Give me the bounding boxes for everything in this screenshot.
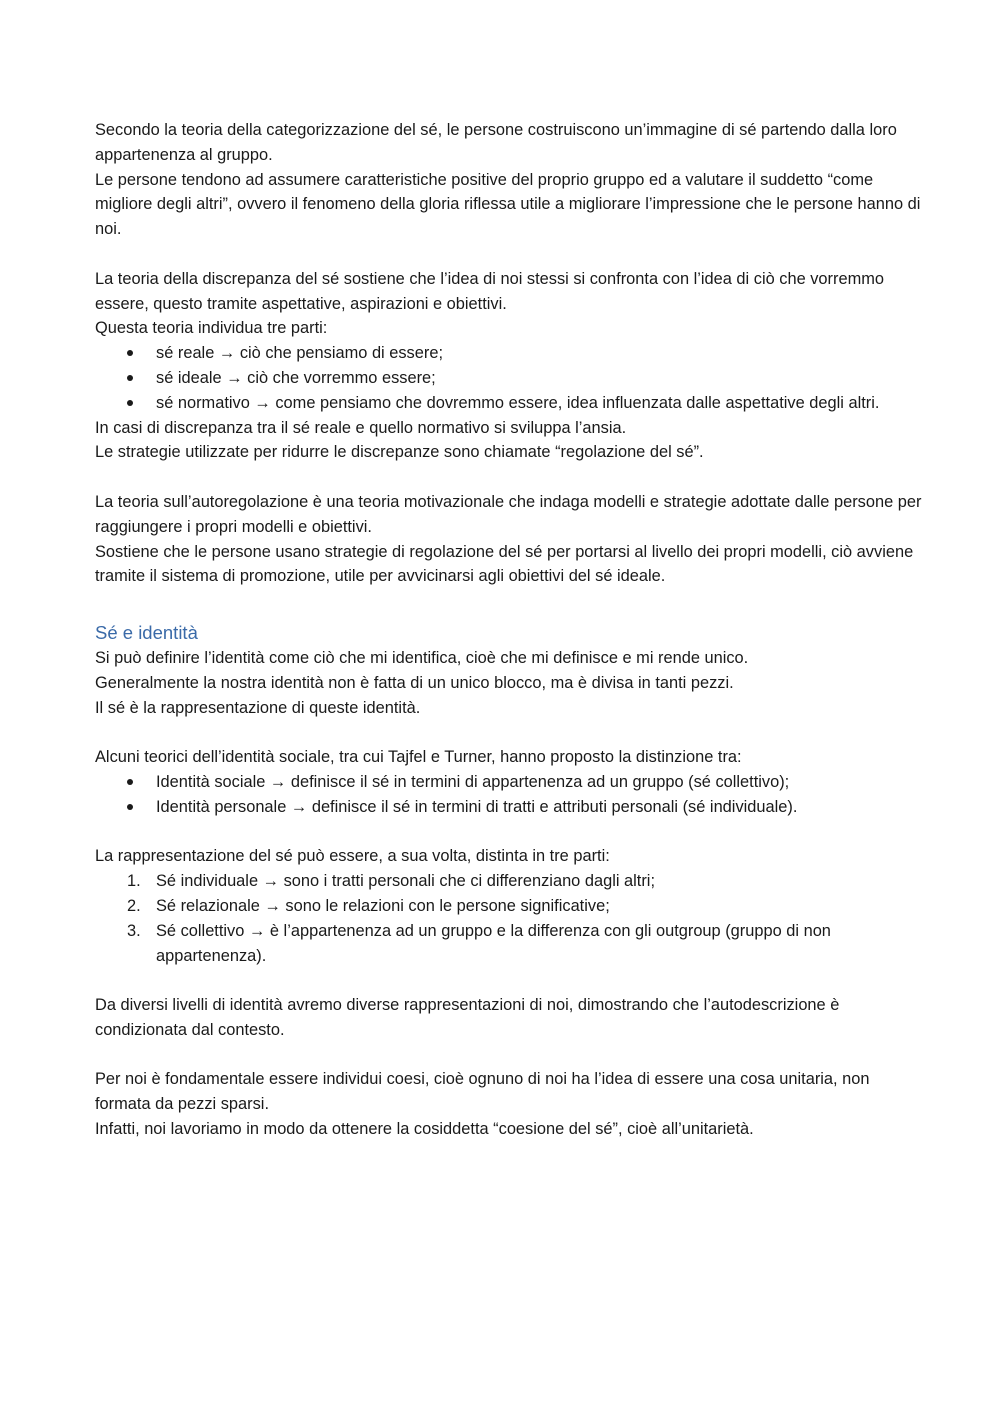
list-item-term: Sé relazionale: [156, 896, 260, 915]
paragraph-reflected-glory: Le persone tendono ad assumere caratteristiche positive del proprio gruppo ed a valutare il suddetto “come migliore degli altri”, ovvero il fenomeno della gloria riflessa utile a migliorare l’impressione che le persone hanno di noi.: [95, 170, 921, 239]
paragraph-levels: Da diversi livelli di identità avremo diverse rappresentazioni di noi, dimostrando che l’autodescrizione è condizionata dal contesto.: [95, 996, 840, 1039]
paragraph-categorization: Secondo la teoria della categorizzazione del sé, le persone costruiscono un’immagine di sé partendo dalla loro appartenenza al gruppo.: [95, 121, 897, 164]
list-item-desc: ciò che pensiamo di essere;: [239, 344, 443, 363]
paragraph-identity-self: Il sé è la rappresentazione di queste identità.: [95, 698, 421, 717]
paragraph-tajfel-turner: Alcuni teorici dell’identità sociale, tra cui Tajfel e Turner, hanno proposto la distinzione tra:: [95, 748, 742, 767]
list-item-desc: come pensiamo che dovremmo essere, idea influenzata dalle aspettative degli altri.: [275, 393, 880, 412]
paragraph-promotion: Sostiene che le persone usano strategie di regolazione del sé per portarsi al livello dei propri modelli, ciò avviene tramite il sistema di promozione, utile per avvicinarsi agli obiettivi del sé ideale.: [95, 542, 914, 586]
list-item: [95, 919, 925, 969]
arrow-right-icon: →: [290, 797, 308, 816]
spacer: [95, 968, 925, 993]
paragraph-discrepancy: La teoria della discrepanza del sé sostiene che l’idea di noi stessi si confronta con l’idea di ciò che vorremmo essere, questo tramite aspettative, aspirazioni e obiettivi.: [95, 269, 884, 313]
list-item-desc: definisce il sé in termini di appartenenza ad un gruppo (sé collettivo);: [290, 772, 790, 791]
paragraph-cohesion-self: Infatti, noi lavoriamo in modo da ottenere la cosiddetta “coesione del sé”, cioè all’unitarietà.: [95, 1120, 754, 1139]
list-item-term: sé normativo: [156, 393, 250, 412]
list-item: [95, 366, 925, 391]
paragraph-autoregulation: La teoria sull’autoregolazione è una teoria motivazionale che indaga modelli e strategie adottate dalle persone per raggiungere i propri modelli e obiettivi.: [95, 492, 922, 536]
list-item: [95, 341, 925, 366]
discrepancy-list: [95, 341, 925, 415]
list-number: 3.: [127, 921, 141, 940]
arrow-right-icon: →: [226, 368, 243, 387]
paragraph-self-regulation: Le strategie utilizzate per ridurre le discrepanze sono chiamate “regolazione del sé”.: [95, 443, 704, 462]
list-item: [95, 770, 925, 795]
paragraph-cohesion: Per noi è fondamentale essere individui coesi, cioè ognuno di noi ha l’idea di essere una cosa unitaria, non formata da pezzi sparsi.: [95, 1070, 870, 1114]
arrow-right-icon: →: [248, 921, 266, 940]
list-item-desc: ciò che vorremmo essere;: [247, 368, 436, 387]
section-heading: Sé e identità: [95, 621, 198, 643]
list-item: [95, 869, 925, 894]
list-item: [95, 894, 925, 919]
spacer: [95, 242, 925, 267]
paragraph-identity-def: Si può definire l’identità come ciò che mi identifica, cioè che mi definisce e mi rende unico.: [95, 648, 749, 667]
spacer: [95, 465, 925, 490]
document-page: [95, 118, 925, 1142]
list-item-term: Sé individuale: [156, 872, 259, 891]
list-item-desc: è l’appartenenza ad un gruppo e la differenza con gli outgroup (gruppo di non appartenenza).: [156, 921, 831, 965]
list-item-term: sé ideale: [156, 368, 222, 387]
list-item-term: Identità personale: [156, 797, 287, 816]
spacer: [95, 589, 925, 614]
list-item-desc: definisce il sé in termini di tratti e attributi personali (sé individuale).: [311, 797, 798, 816]
arrow-right-icon: →: [254, 393, 271, 412]
spacer: [95, 720, 925, 745]
identity-list: [95, 770, 925, 820]
self-parts-list: [95, 869, 925, 968]
list-item-desc: sono i tratti personali che ci differenziano dagli altri;: [283, 872, 656, 891]
arrow-right-icon: →: [269, 772, 287, 791]
arrow-right-icon: →: [264, 896, 281, 915]
list-item: [95, 795, 925, 820]
list-number: 2.: [127, 896, 141, 915]
list-number: 1.: [127, 872, 141, 891]
list-item: [95, 391, 925, 416]
paragraph-anxiety: In casi di discrepanza tra il sé reale e quello normativo si sviluppa l’ansia.: [95, 418, 627, 437]
paragraph-discrepancy-lead: Questa teoria individua tre parti:: [95, 319, 328, 338]
list-item-term: Identità sociale: [156, 772, 266, 791]
paragraph-self-representation: La rappresentazione del sé può essere, a sua volta, distinta in tre parti:: [95, 847, 610, 866]
arrow-right-icon: →: [262, 872, 280, 891]
list-item-term: sé reale: [156, 344, 215, 363]
spacer: [95, 1043, 925, 1068]
paragraph-identity-pieces: Generalmente la nostra identità non è fatta di un unico blocco, ma è divisa in tanti pezzi.: [95, 673, 734, 692]
spacer: [95, 820, 925, 845]
list-item-desc: sono le relazioni con le persone significative;: [285, 896, 610, 915]
list-item-term: Sé collettivo: [156, 921, 245, 940]
arrow-right-icon: →: [218, 344, 236, 363]
